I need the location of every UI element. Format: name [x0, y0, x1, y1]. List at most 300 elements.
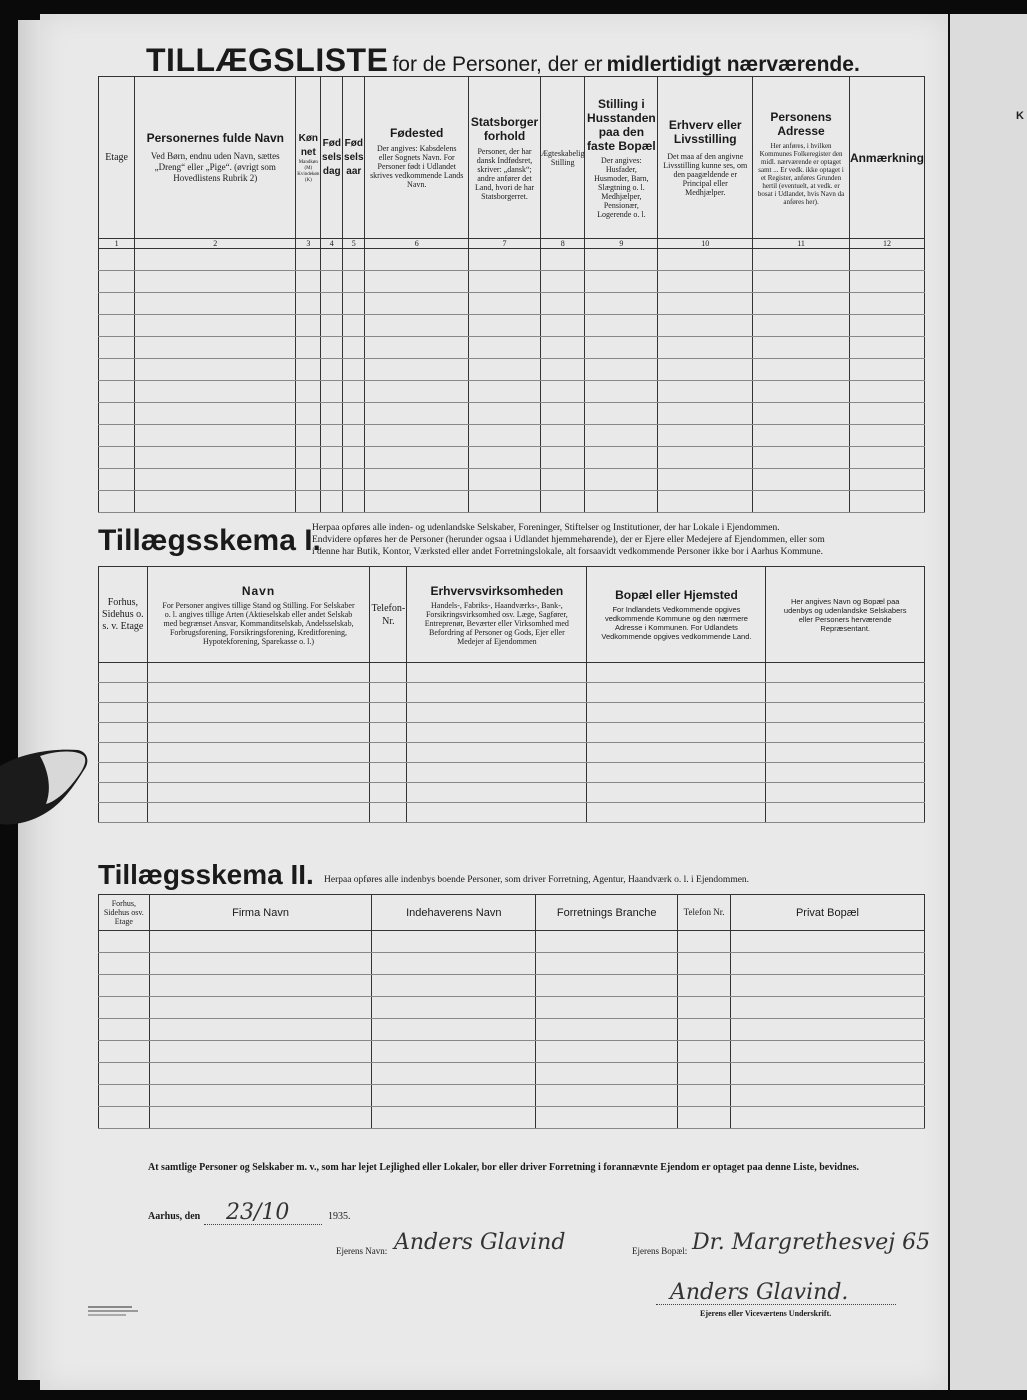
schema2-cell[interactable] [99, 1019, 150, 1041]
list-cell[interactable] [658, 425, 753, 447]
schema1-cell[interactable] [370, 663, 407, 683]
schema1-cell[interactable] [766, 703, 925, 723]
schema1-cell[interactable] [587, 703, 766, 723]
list-cell[interactable] [469, 337, 541, 359]
list-cell[interactable] [296, 425, 321, 447]
list-cell[interactable] [365, 315, 469, 337]
schema1-cell[interactable] [766, 783, 925, 803]
schema1-cell[interactable] [407, 663, 587, 683]
list-cell[interactable] [296, 359, 321, 381]
schema2-cell[interactable] [678, 1019, 731, 1041]
list-cell[interactable] [135, 337, 296, 359]
list-cell[interactable] [296, 293, 321, 315]
list-cell[interactable] [365, 403, 469, 425]
list-cell[interactable] [135, 293, 296, 315]
schema2-cell[interactable] [149, 953, 372, 975]
schema2-cell[interactable] [536, 1107, 678, 1129]
s2-col-branch: Forretnings Branche [536, 895, 678, 931]
schema1-cell[interactable] [99, 743, 148, 763]
list-cell[interactable] [658, 381, 753, 403]
list-cell[interactable] [135, 425, 296, 447]
list-cell[interactable] [658, 403, 753, 425]
list-cell[interactable] [365, 249, 469, 271]
list-cell[interactable] [753, 249, 850, 271]
page-title [146, 42, 936, 79]
s1-col-phone: Telefon-Nr. [370, 567, 407, 663]
list-cell[interactable] [321, 293, 343, 315]
schema1-cell[interactable] [766, 803, 925, 823]
schema2-cell[interactable] [372, 975, 536, 997]
schema2-cell[interactable] [99, 953, 150, 975]
schema1-cell[interactable] [407, 743, 587, 763]
list-cell[interactable] [99, 403, 135, 425]
schema2-cell[interactable] [536, 1085, 678, 1107]
list-cell[interactable] [540, 293, 585, 315]
list-cell[interactable] [753, 403, 850, 425]
schema1-cell[interactable] [99, 783, 148, 803]
list-cell[interactable] [135, 271, 296, 293]
list-cell[interactable] [365, 425, 469, 447]
signature-handwritten: Anders Glavind. [670, 1280, 849, 1305]
s2-col-phone: Telefon Nr. [678, 895, 731, 931]
list-cell[interactable] [365, 469, 469, 491]
signature-label: Ejerens eller Viceværtens Underskrift. [700, 1309, 832, 1318]
schema1-cell[interactable] [766, 743, 925, 763]
list-cell[interactable] [658, 469, 753, 491]
schema2-cell[interactable] [730, 997, 924, 1019]
list-cell[interactable] [849, 271, 924, 293]
list-cell[interactable] [753, 337, 850, 359]
list-cell[interactable] [658, 315, 753, 337]
list-cell[interactable] [321, 491, 343, 513]
list-cell[interactable] [99, 337, 135, 359]
schema2-cell[interactable] [678, 1063, 731, 1085]
schema2-cell[interactable] [678, 931, 731, 953]
list-cell[interactable] [849, 337, 924, 359]
list-cell[interactable] [585, 425, 658, 447]
list-cell[interactable] [296, 447, 321, 469]
list-cell[interactable] [753, 271, 850, 293]
list-cell[interactable] [585, 271, 658, 293]
schema2-cell[interactable] [149, 931, 372, 953]
list-cell[interactable] [343, 425, 365, 447]
owner-address-label: Ejerens Bopæl: [632, 1246, 688, 1256]
schema2-cell[interactable] [536, 1041, 678, 1063]
schema1-cell[interactable] [370, 763, 407, 783]
schema2-cell[interactable] [99, 1063, 150, 1085]
schema1-cell[interactable] [370, 743, 407, 763]
schema1-cell[interactable] [766, 763, 925, 783]
list-cell[interactable] [849, 359, 924, 381]
list-cell[interactable] [321, 359, 343, 381]
list-cell[interactable] [469, 491, 541, 513]
date-handwritten: 23/10 [226, 1200, 290, 1225]
schema2-cell[interactable] [536, 975, 678, 997]
main-list-table [98, 76, 925, 513]
list-cell[interactable] [135, 249, 296, 271]
list-cell[interactable] [296, 469, 321, 491]
schema2-cell[interactable] [678, 953, 731, 975]
list-cell[interactable] [99, 491, 135, 513]
list-cell[interactable] [585, 491, 658, 513]
list-cell[interactable] [296, 491, 321, 513]
schema2-cell[interactable] [536, 953, 678, 975]
list-cell[interactable] [296, 315, 321, 337]
list-cell[interactable] [469, 249, 541, 271]
list-cell[interactable] [469, 359, 541, 381]
schema1-cell[interactable] [99, 723, 148, 743]
list-cell[interactable] [849, 381, 924, 403]
list-cell[interactable] [343, 249, 365, 271]
schema2-cell[interactable] [99, 1085, 150, 1107]
schema2-cell[interactable] [99, 1041, 150, 1063]
schema1-cell[interactable] [407, 683, 587, 703]
list-cell[interactable] [469, 271, 541, 293]
list-cell[interactable] [343, 293, 365, 315]
list-cell[interactable] [343, 337, 365, 359]
schema1-cell[interactable] [766, 683, 925, 703]
list-cell[interactable] [135, 315, 296, 337]
schema2-description: Herpaa opføres alle indenbys boende Personer, som driver Forretning, Agentur, Haandværk o. l. i Ejendommen. [324, 875, 750, 885]
list-cell[interactable] [469, 447, 541, 469]
list-cell[interactable] [321, 469, 343, 491]
list-cell[interactable] [365, 381, 469, 403]
list-cell[interactable] [540, 491, 585, 513]
printer-mark-icon [88, 1304, 148, 1318]
schema2-cell[interactable] [730, 1019, 924, 1041]
col-birthplace: Fødested Der angives: Kabsdelens eller Sognets Navn. For Personer født i Udlandet skrives vedkommende Lands Navn. [365, 77, 469, 239]
schema2-cell[interactable] [678, 997, 731, 1019]
schema1-cell[interactable] [407, 763, 587, 783]
list-cell[interactable] [321, 403, 343, 425]
schema2-cell[interactable] [536, 1063, 678, 1085]
s1-col-business: Erhvervsvirksomheden Handels-, Fabriks-, Haandværks-, Bank-, Forsikringsvirksomhed osv. Læge, Sagfører, Entreprenør, Beværter eller Virksomhed med Befordring af Personer og Gods, Ejer eller Medejer af Ejendommen [407, 567, 587, 663]
footer-year: 1935. [328, 1211, 351, 1222]
schema1-cell[interactable] [99, 803, 148, 823]
schema1-cell[interactable] [587, 783, 766, 803]
schema2-row [99, 1063, 925, 1085]
schema2-cell[interactable] [730, 1107, 924, 1129]
schema2-cell[interactable] [372, 1019, 536, 1041]
list-cell[interactable] [585, 469, 658, 491]
list-row [99, 359, 925, 381]
schema1-cell[interactable] [587, 683, 766, 703]
list-cell[interactable] [343, 469, 365, 491]
list-cell[interactable] [99, 425, 135, 447]
schema1-cell[interactable] [766, 663, 925, 683]
list-cell[interactable] [849, 249, 924, 271]
schema1-cell[interactable] [587, 723, 766, 743]
owner-address-handwritten: Dr. Margrethesvej 65 [692, 1230, 931, 1255]
schema1-cell[interactable] [147, 723, 370, 743]
list-cell[interactable] [343, 403, 365, 425]
list-row [99, 469, 925, 491]
list-cell[interactable] [99, 381, 135, 403]
schema2-body [99, 931, 925, 1129]
list-cell[interactable] [321, 337, 343, 359]
schema2-cell[interactable] [730, 931, 924, 953]
schema2-cell[interactable] [372, 931, 536, 953]
s2-col-firm: Firma Navn [149, 895, 372, 931]
schema2-cell[interactable] [149, 1041, 372, 1063]
list-row [99, 271, 925, 293]
list-row [99, 425, 925, 447]
list-cell[interactable] [658, 491, 753, 513]
schema2-cell[interactable] [372, 1107, 536, 1129]
list-cell[interactable] [135, 491, 296, 513]
list-cell[interactable] [135, 447, 296, 469]
list-header-row [99, 77, 925, 239]
schema1-cell[interactable] [147, 683, 370, 703]
schema1-cell[interactable] [147, 803, 370, 823]
list-cell[interactable] [540, 271, 585, 293]
list-cell[interactable] [469, 315, 541, 337]
list-cell[interactable] [585, 447, 658, 469]
schema2-cell[interactable] [99, 997, 150, 1019]
schema2-cell[interactable] [730, 1063, 924, 1085]
schema2-cell[interactable] [149, 1085, 372, 1107]
schema1-row [99, 723, 925, 743]
list-cell[interactable] [540, 249, 585, 271]
schema2-cell[interactable] [536, 1019, 678, 1041]
list-cell[interactable] [99, 249, 135, 271]
schema2-cell[interactable] [372, 953, 536, 975]
list-cell[interactable] [540, 425, 585, 447]
list-cell[interactable] [365, 491, 469, 513]
schema2-cell[interactable] [372, 1085, 536, 1107]
schema2-cell[interactable] [730, 975, 924, 997]
schema2-cell[interactable] [730, 1041, 924, 1063]
list-cell[interactable] [99, 359, 135, 381]
list-cell[interactable] [849, 425, 924, 447]
schema1-cell[interactable] [407, 703, 587, 723]
schema1-row [99, 743, 925, 763]
list-body [99, 249, 925, 513]
schema2-row [99, 1107, 925, 1129]
s1-col-name: Navn For Personer angives tillige Stand og Stilling. For Selskaber o. l. angives tillige Arten (Aktieselskab eller andet Selskab med begrænset Ansvar, Kommanditselskab, Andelsselskab, Forbrugsforening, Forsikringsforening, Kreditforening, Hypotekforening, Sparekasse o. l.) [147, 567, 370, 663]
schema1-cell[interactable] [147, 743, 370, 763]
schema2-cell[interactable] [536, 997, 678, 1019]
list-cell[interactable] [849, 403, 924, 425]
col-birthday: Fødselsdag [321, 77, 343, 239]
list-cell[interactable] [753, 447, 850, 469]
list-cell[interactable] [365, 337, 469, 359]
schema2-cell[interactable] [99, 975, 150, 997]
list-cell[interactable] [343, 447, 365, 469]
list-cell[interactable] [469, 425, 541, 447]
list-cell[interactable] [753, 469, 850, 491]
list-cell[interactable] [849, 293, 924, 315]
schema1-title: Tillægsskema I. [98, 524, 321, 557]
schema1-cell[interactable] [587, 743, 766, 763]
schema2-cell[interactable] [730, 1085, 924, 1107]
list-cell[interactable] [99, 293, 135, 315]
schema2-cell[interactable] [149, 997, 372, 1019]
s2-col-etage: Forhus, Sidehus osv. Etage [99, 895, 150, 931]
list-cell[interactable] [343, 381, 365, 403]
list-cell[interactable] [849, 447, 924, 469]
schema1-cell[interactable] [99, 763, 148, 783]
schema1-cell[interactable] [370, 723, 407, 743]
schema2-cell[interactable] [372, 1063, 536, 1085]
owner-name-label: Ejerens Navn: [336, 1246, 388, 1256]
list-cell[interactable] [296, 337, 321, 359]
list-cell[interactable] [296, 381, 321, 403]
list-cell[interactable] [658, 447, 753, 469]
schema1-row [99, 803, 925, 823]
list-cell[interactable] [469, 293, 541, 315]
schema1-row [99, 763, 925, 783]
list-cell[interactable] [321, 381, 343, 403]
schema2-cell[interactable] [372, 997, 536, 1019]
list-cell[interactable] [540, 315, 585, 337]
schema1-cell[interactable] [370, 703, 407, 723]
schema1-description: Herpaa opføres alle inden- og udenlandske Selskaber, Foreninger, Stiftelser og Institutioner, der har Lokale i Ejendommen. Endvidere opføres her de Personer (herunder ogsaa i Udlandet hjemmehørende), der er Ejere eller Medejere af Ejendommen, eller som i denne har Butik, Kontor, Værksted eller andet Forretningslokale, alt forsaavidt vedkommende Personer ikke bor i Aarhus Kommune. [312, 523, 825, 557]
list-cell[interactable] [585, 381, 658, 403]
list-cell[interactable] [343, 491, 365, 513]
schema2-cell[interactable] [678, 1085, 731, 1107]
schema1-cell[interactable] [407, 723, 587, 743]
schema1-cell[interactable] [370, 683, 407, 703]
list-cell[interactable] [540, 381, 585, 403]
schema2-row [99, 997, 925, 1019]
schema2-row [99, 1041, 925, 1063]
list-cell[interactable] [658, 293, 753, 315]
schema1-cell[interactable] [147, 703, 370, 723]
schema2-header-row [99, 895, 925, 931]
list-cell[interactable] [343, 315, 365, 337]
schema2-cell[interactable] [678, 975, 731, 997]
schema1-cell[interactable] [587, 763, 766, 783]
schema2-cell[interactable] [536, 931, 678, 953]
list-cell[interactable] [753, 359, 850, 381]
list-cell[interactable] [296, 249, 321, 271]
list-cell[interactable] [135, 359, 296, 381]
list-cell[interactable] [585, 293, 658, 315]
list-cell[interactable] [135, 403, 296, 425]
list-cell[interactable] [321, 315, 343, 337]
list-cell[interactable] [135, 381, 296, 403]
col-occupation: Erhverv eller Livsstilling Det maa af den angivne Livsstilling kunne ses, om den paagældende er Principal eller Medhjælper. [658, 77, 753, 239]
list-cell[interactable] [343, 359, 365, 381]
col-household: Stilling i Husstanden paa den faste Bopæl Der angives: Husfader, Husmoder, Barn, Slægtning o. l. Medhjælper, Pensionær, Logerende o. l. [585, 77, 658, 239]
list-cell[interactable] [540, 469, 585, 491]
schema1-cell[interactable] [147, 783, 370, 803]
list-row [99, 447, 925, 469]
list-cell[interactable] [99, 447, 135, 469]
list-cell[interactable] [296, 271, 321, 293]
schema1-cell[interactable] [587, 663, 766, 683]
list-cell[interactable] [849, 315, 924, 337]
list-cell[interactable] [658, 359, 753, 381]
list-cell[interactable] [753, 491, 850, 513]
list-cell[interactable] [321, 271, 343, 293]
list-cell[interactable] [99, 315, 135, 337]
list-cell[interactable] [135, 469, 296, 491]
list-cell[interactable] [585, 249, 658, 271]
schema1-table [98, 566, 925, 823]
list-row [99, 491, 925, 513]
list-row [99, 381, 925, 403]
schema2-cell[interactable] [149, 1107, 372, 1129]
schema2-title: Tillægsskema II. [98, 859, 314, 890]
schema2-cell[interactable] [730, 953, 924, 975]
list-cell[interactable] [849, 469, 924, 491]
list-cell[interactable] [321, 447, 343, 469]
list-cell[interactable] [540, 403, 585, 425]
list-cell[interactable] [365, 447, 469, 469]
list-cell[interactable] [99, 469, 135, 491]
list-cell[interactable] [296, 403, 321, 425]
schema2-cell[interactable] [149, 975, 372, 997]
list-cell[interactable] [469, 469, 541, 491]
schema1-cell[interactable] [99, 703, 148, 723]
schema2-row [99, 1085, 925, 1107]
schema2-cell[interactable] [678, 1041, 731, 1063]
list-cell[interactable] [365, 359, 469, 381]
schema2-cell[interactable] [372, 1041, 536, 1063]
list-cell[interactable] [321, 249, 343, 271]
list-cell[interactable] [658, 337, 753, 359]
adjacent-page-text: K [1016, 110, 1024, 122]
list-cell[interactable] [658, 249, 753, 271]
schema2-cell[interactable] [149, 1063, 372, 1085]
list-cell[interactable] [540, 337, 585, 359]
list-cell[interactable] [585, 403, 658, 425]
document-page [40, 14, 948, 1390]
list-cell[interactable] [540, 359, 585, 381]
list-colnum-row: 1 2 3 4 5 6 7 8 9 10 11 12 [99, 239, 925, 249]
list-cell[interactable] [753, 381, 850, 403]
list-cell[interactable] [753, 425, 850, 447]
list-cell[interactable] [469, 403, 541, 425]
schema1-cell[interactable] [587, 803, 766, 823]
list-cell[interactable] [658, 271, 753, 293]
list-cell[interactable] [343, 271, 365, 293]
schema2-row [99, 931, 925, 953]
list-cell[interactable] [365, 293, 469, 315]
schema1-cell[interactable] [407, 783, 587, 803]
list-cell[interactable] [365, 271, 469, 293]
schema1-cell[interactable] [407, 803, 587, 823]
list-cell[interactable] [585, 337, 658, 359]
list-cell[interactable] [849, 491, 924, 513]
schema1-cell[interactable] [147, 663, 370, 683]
schema2-cell[interactable] [99, 931, 150, 953]
schema2-cell[interactable] [678, 1107, 731, 1129]
list-cell[interactable] [469, 381, 541, 403]
s2-col-owner: Indehaverens Navn [372, 895, 536, 931]
list-cell[interactable] [540, 447, 585, 469]
schema1-cell[interactable] [370, 783, 407, 803]
schema2-table [98, 894, 925, 1129]
schema2-cell[interactable] [149, 1019, 372, 1041]
list-cell[interactable] [585, 315, 658, 337]
schema1-cell[interactable] [370, 803, 407, 823]
list-cell[interactable] [585, 359, 658, 381]
list-cell[interactable] [99, 271, 135, 293]
schema1-cell[interactable] [99, 663, 148, 683]
col-birthyear: Fødselsaar [343, 77, 365, 239]
list-cell[interactable] [753, 293, 850, 315]
schema1-body [99, 663, 925, 823]
list-cell[interactable] [753, 315, 850, 337]
list-cell[interactable] [321, 425, 343, 447]
schema1-cell[interactable] [766, 723, 925, 743]
schema1-cell[interactable] [147, 763, 370, 783]
schema2-cell[interactable] [99, 1107, 150, 1129]
schema1-cell[interactable] [99, 683, 148, 703]
